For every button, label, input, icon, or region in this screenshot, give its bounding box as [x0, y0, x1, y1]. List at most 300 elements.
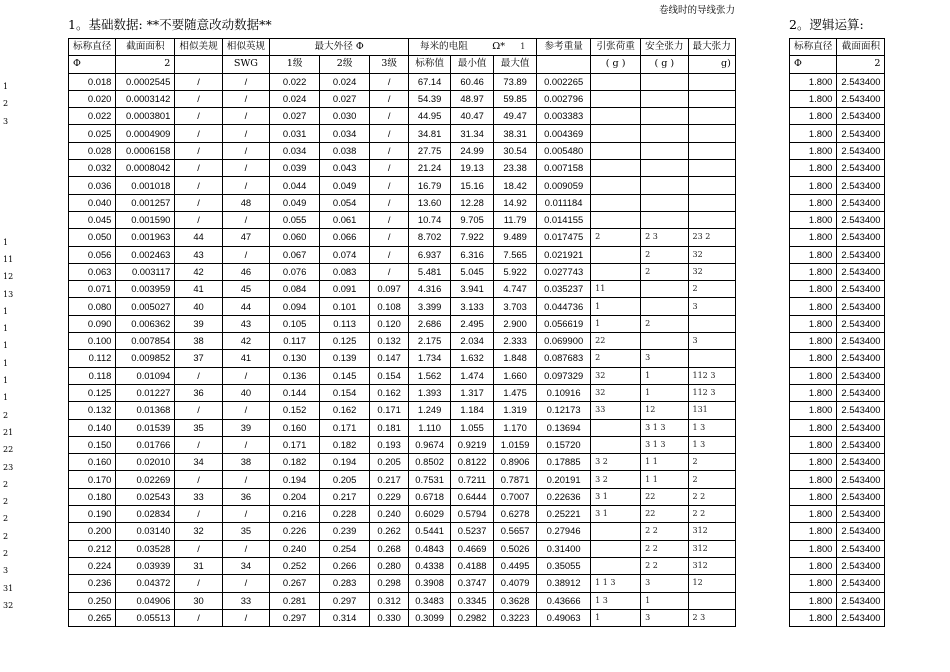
cell-us[interactable]: / — [175, 609, 222, 626]
cell-uk[interactable]: / — [222, 471, 269, 488]
cell-od1[interactable]: 0.171 — [270, 436, 320, 453]
cell-us[interactable]: 43 — [175, 246, 222, 263]
cell-od3[interactable]: / — [370, 160, 409, 177]
cell-area[interactable]: 0.009852 — [116, 350, 175, 367]
cell-res-nominal[interactable]: 1.249 — [409, 402, 451, 419]
cell-weight[interactable]: 0.009059 — [537, 177, 591, 194]
cell-max-tension[interactable] — [688, 73, 735, 90]
cell-us[interactable]: 36 — [175, 384, 222, 401]
cell-safe-tension[interactable] — [641, 125, 688, 142]
cell-breaking-load[interactable]: 1 — [591, 298, 641, 315]
cell-max-tension[interactable]: 312 — [688, 523, 735, 540]
cell-weight[interactable]: 0.15720 — [537, 436, 591, 453]
cell-res-min[interactable]: 5.045 — [451, 263, 494, 280]
cell-weight[interactable]: 0.43666 — [537, 592, 591, 609]
cell-res-nominal[interactable]: 6.937 — [409, 246, 451, 263]
logic-cell-diameter[interactable]: 1.800 — [790, 540, 837, 557]
cell-safe-tension[interactable]: 2 2 — [641, 540, 688, 557]
cell-max-tension[interactable] — [688, 592, 735, 609]
cell-res-min[interactable]: 6.316 — [451, 246, 494, 263]
logic-cell-diameter[interactable]: 1.800 — [790, 246, 837, 263]
sub-g1[interactable]: ( g ) — [591, 56, 641, 73]
logic-cell-diameter[interactable]: 1.800 — [790, 281, 837, 298]
cell-weight[interactable]: 0.005480 — [537, 142, 591, 159]
cell-res-nominal[interactable]: 21.24 — [409, 160, 451, 177]
cell-res-max[interactable]: 59.85 — [494, 90, 537, 107]
cell-res-min[interactable]: 0.4669 — [451, 540, 494, 557]
cell-breaking-load[interactable]: 3 2 — [591, 471, 641, 488]
cell-od2[interactable]: 0.205 — [320, 471, 370, 488]
cell-breaking-load[interactable]: 1 3 — [591, 592, 641, 609]
col-nominal-diameter[interactable]: 标称直径 — [69, 39, 116, 56]
cell-area[interactable]: 0.005027 — [116, 298, 175, 315]
cell-us[interactable]: / — [175, 471, 222, 488]
sub-empty[interactable] — [537, 56, 591, 73]
cell-od1[interactable]: 0.204 — [270, 488, 320, 505]
cell-uk[interactable]: / — [222, 575, 269, 592]
logic-cell-area[interactable]: 2.543400 — [837, 384, 885, 401]
logic-cell-area[interactable]: 2.543400 — [837, 263, 885, 280]
cell-res-min[interactable]: 0.3747 — [451, 575, 494, 592]
cell-diameter[interactable]: 0.170 — [69, 471, 116, 488]
cell-uk[interactable]: 45 — [222, 281, 269, 298]
cell-res-max[interactable]: 49.47 — [494, 108, 537, 125]
logic-cell-diameter[interactable]: 1.800 — [790, 194, 837, 211]
cell-us[interactable]: / — [175, 367, 222, 384]
cell-us[interactable]: / — [175, 90, 222, 107]
cell-od2[interactable]: 0.217 — [320, 488, 370, 505]
cell-max-tension[interactable] — [688, 108, 735, 125]
cell-res-min[interactable]: 0.2982 — [451, 609, 494, 626]
cell-od3[interactable]: 0.154 — [370, 367, 409, 384]
logic-cell-diameter[interactable]: 1.800 — [790, 125, 837, 142]
cell-od3[interactable]: 0.240 — [370, 506, 409, 523]
cell-res-max[interactable]: 1.0159 — [494, 436, 537, 453]
cell-od2[interactable]: 0.125 — [320, 333, 370, 350]
cell-uk[interactable]: 36 — [222, 488, 269, 505]
cell-uk[interactable]: 34 — [222, 557, 269, 574]
cell-breaking-load[interactable]: 1 — [591, 609, 641, 626]
cell-od2[interactable]: 0.091 — [320, 281, 370, 298]
cell-area[interactable]: 0.001590 — [116, 211, 175, 228]
cell-breaking-load[interactable] — [591, 160, 641, 177]
cell-od1[interactable]: 0.094 — [270, 298, 320, 315]
cell-res-nominal[interactable]: 10.74 — [409, 211, 451, 228]
cell-max-tension[interactable]: 32 — [688, 263, 735, 280]
cell-weight[interactable]: 0.056619 — [537, 315, 591, 332]
cell-od3[interactable]: / — [370, 246, 409, 263]
cell-breaking-load[interactable]: 3 1 — [591, 488, 641, 505]
cell-max-tension[interactable] — [688, 315, 735, 332]
cell-max-tension[interactable]: 112 3 — [688, 384, 735, 401]
cell-area[interactable]: 0.002463 — [116, 246, 175, 263]
cell-safe-tension[interactable] — [641, 73, 688, 90]
cell-res-nominal[interactable]: 0.5441 — [409, 523, 451, 540]
cell-od3[interactable]: 0.330 — [370, 609, 409, 626]
logic-cell-diameter[interactable]: 1.800 — [790, 350, 837, 367]
cell-od1[interactable]: 0.130 — [270, 350, 320, 367]
cell-safe-tension[interactable]: 22 — [641, 506, 688, 523]
cell-od2[interactable]: 0.314 — [320, 609, 370, 626]
sub-grade3[interactable]: 3级 — [370, 56, 409, 73]
cell-area[interactable]: 0.003117 — [116, 263, 175, 280]
cell-max-tension[interactable]: 312 — [688, 557, 735, 574]
logic-cell-area[interactable]: 2.543400 — [837, 471, 885, 488]
cell-od1[interactable]: 0.027 — [270, 108, 320, 125]
cell-max-tension[interactable] — [688, 160, 735, 177]
cell-breaking-load[interactable] — [591, 523, 641, 540]
logic-cell-area[interactable]: 2.543400 — [837, 436, 885, 453]
cell-breaking-load[interactable] — [591, 246, 641, 263]
cell-diameter[interactable]: 0.071 — [69, 281, 116, 298]
logic-cell-area[interactable]: 2.543400 — [837, 73, 885, 90]
cell-od3[interactable]: / — [370, 73, 409, 90]
cell-safe-tension[interactable]: 3 1 3 — [641, 419, 688, 436]
cell-uk[interactable]: 48 — [222, 194, 269, 211]
sub-phi[interactable]: Φ — [69, 56, 116, 73]
cell-weight[interactable]: 0.12173 — [537, 402, 591, 419]
cell-uk[interactable]: / — [222, 90, 269, 107]
cell-uk[interactable]: 46 — [222, 263, 269, 280]
cell-diameter[interactable]: 0.100 — [69, 333, 116, 350]
cell-diameter[interactable]: 0.132 — [69, 402, 116, 419]
cell-breaking-load[interactable] — [591, 557, 641, 574]
cell-breaking-load[interactable]: 3 2 — [591, 454, 641, 471]
cell-weight[interactable]: 0.027743 — [537, 263, 591, 280]
cell-od1[interactable]: 0.084 — [270, 281, 320, 298]
cell-res-nominal[interactable]: 1.110 — [409, 419, 451, 436]
cell-res-nominal[interactable]: 0.9674 — [409, 436, 451, 453]
cell-od1[interactable]: 0.216 — [270, 506, 320, 523]
cell-weight[interactable]: 0.35055 — [537, 557, 591, 574]
cell-us[interactable]: 32 — [175, 523, 222, 540]
cell-diameter[interactable]: 0.224 — [69, 557, 116, 574]
cell-weight[interactable]: 0.021921 — [537, 246, 591, 263]
cell-diameter[interactable]: 0.025 — [69, 125, 116, 142]
cell-breaking-load[interactable]: 32 — [591, 384, 641, 401]
cell-res-min[interactable]: 7.922 — [451, 229, 494, 246]
cell-od2[interactable]: 0.043 — [320, 160, 370, 177]
logic-cell-area[interactable]: 2.543400 — [837, 160, 885, 177]
cell-safe-tension[interactable] — [641, 281, 688, 298]
cell-od2[interactable]: 0.049 — [320, 177, 370, 194]
cell-res-min[interactable]: 0.5237 — [451, 523, 494, 540]
cell-od3[interactable]: 0.181 — [370, 419, 409, 436]
cell-uk[interactable]: 33 — [222, 592, 269, 609]
cell-safe-tension[interactable]: 1 1 — [641, 454, 688, 471]
logic-cell-area[interactable]: 2.543400 — [837, 298, 885, 315]
cell-res-nominal[interactable]: 16.79 — [409, 177, 451, 194]
logic-cell-diameter[interactable]: 1.800 — [790, 575, 837, 592]
logic-cell-diameter[interactable]: 1.800 — [790, 402, 837, 419]
cell-area[interactable]: 0.0002545 — [116, 73, 175, 90]
cell-uk[interactable]: 43 — [222, 315, 269, 332]
cell-res-max[interactable]: 2.900 — [494, 315, 537, 332]
cell-od1[interactable]: 0.144 — [270, 384, 320, 401]
cell-res-min[interactable]: 0.7211 — [451, 471, 494, 488]
cell-safe-tension[interactable]: 22 — [641, 488, 688, 505]
cell-area[interactable]: 0.01094 — [116, 367, 175, 384]
cell-res-max[interactable]: 11.79 — [494, 211, 537, 228]
cell-uk[interactable]: / — [222, 160, 269, 177]
cell-safe-tension[interactable]: 1 — [641, 384, 688, 401]
sub-empty[interactable] — [175, 56, 222, 73]
cell-od3[interactable]: 0.108 — [370, 298, 409, 315]
cell-weight[interactable]: 0.25221 — [537, 506, 591, 523]
cell-od2[interactable]: 0.254 — [320, 540, 370, 557]
cell-weight[interactable]: 0.002265 — [537, 73, 591, 90]
cell-uk[interactable]: / — [222, 108, 269, 125]
cell-res-min[interactable]: 0.8122 — [451, 454, 494, 471]
cell-od2[interactable]: 0.083 — [320, 263, 370, 280]
cell-od2[interactable]: 0.171 — [320, 419, 370, 436]
logic-cell-area[interactable]: 2.543400 — [837, 419, 885, 436]
cell-max-tension[interactable]: 2 3 — [688, 609, 735, 626]
cell-area[interactable]: 0.001018 — [116, 177, 175, 194]
logic-cell-diameter[interactable]: 1.800 — [790, 592, 837, 609]
col-breaking-load[interactable]: 引张荷重 — [591, 39, 641, 56]
cell-us[interactable]: / — [175, 194, 222, 211]
cell-us[interactable]: / — [175, 142, 222, 159]
sub-grade1[interactable]: 1级 — [270, 56, 320, 73]
cell-res-nominal[interactable]: 8.702 — [409, 229, 451, 246]
cell-us[interactable]: 40 — [175, 298, 222, 315]
cell-res-max[interactable]: 1.848 — [494, 350, 537, 367]
cell-weight[interactable]: 0.49063 — [537, 609, 591, 626]
cell-breaking-load[interactable] — [591, 211, 641, 228]
cell-res-nominal[interactable]: 0.3908 — [409, 575, 451, 592]
cell-res-nominal[interactable]: 0.4338 — [409, 557, 451, 574]
cell-res-min[interactable]: 9.705 — [451, 211, 494, 228]
cell-od1[interactable]: 0.160 — [270, 419, 320, 436]
cell-uk[interactable]: 41 — [222, 350, 269, 367]
col-max-outer-diameter[interactable]: 最大外径 Φ — [270, 39, 409, 56]
col-similar-us[interactable]: 相似美规 — [175, 39, 222, 56]
cell-max-tension[interactable]: 3 — [688, 333, 735, 350]
logic-cell-diameter[interactable]: 1.800 — [790, 211, 837, 228]
cell-safe-tension[interactable]: 2 2 — [641, 523, 688, 540]
cell-uk[interactable]: / — [222, 367, 269, 384]
cell-area[interactable]: 0.03528 — [116, 540, 175, 557]
cell-res-max[interactable]: 0.3628 — [494, 592, 537, 609]
cell-max-tension[interactable]: 312 — [688, 540, 735, 557]
cell-res-max[interactable]: 0.8906 — [494, 454, 537, 471]
cell-diameter[interactable]: 0.160 — [69, 454, 116, 471]
cell-us[interactable]: 39 — [175, 315, 222, 332]
cell-weight[interactable]: 0.087683 — [537, 350, 591, 367]
col-safe-tension[interactable]: 安全张力 — [641, 39, 688, 56]
cell-od1[interactable]: 0.055 — [270, 211, 320, 228]
cell-diameter[interactable]: 0.018 — [69, 73, 116, 90]
cell-weight[interactable]: 0.22636 — [537, 488, 591, 505]
logic-cell-area[interactable]: 2.543400 — [837, 125, 885, 142]
cell-uk[interactable]: / — [222, 436, 269, 453]
cell-res-max[interactable]: 0.3223 — [494, 609, 537, 626]
cell-area[interactable]: 0.006362 — [116, 315, 175, 332]
cell-od3[interactable]: / — [370, 108, 409, 125]
cell-od1[interactable]: 0.136 — [270, 367, 320, 384]
cell-diameter[interactable]: 0.150 — [69, 436, 116, 453]
cell-res-max[interactable]: 1.660 — [494, 367, 537, 384]
logic-cell-diameter[interactable]: 1.800 — [790, 108, 837, 125]
cell-od1[interactable]: 0.049 — [270, 194, 320, 211]
sub-area-exp[interactable]: 2 — [116, 56, 175, 73]
cell-od1[interactable]: 0.024 — [270, 90, 320, 107]
cell-diameter[interactable]: 0.050 — [69, 229, 116, 246]
cell-diameter[interactable]: 0.090 — [69, 315, 116, 332]
cell-area[interactable]: 0.01368 — [116, 402, 175, 419]
cell-diameter[interactable]: 0.045 — [69, 211, 116, 228]
cell-res-nominal[interactable]: 1.562 — [409, 367, 451, 384]
cell-od3[interactable]: / — [370, 211, 409, 228]
cell-breaking-load[interactable]: 2 — [591, 229, 641, 246]
cell-od2[interactable]: 0.182 — [320, 436, 370, 453]
cell-max-tension[interactable] — [688, 90, 735, 107]
cell-max-tension[interactable]: 32 — [688, 246, 735, 263]
cell-safe-tension[interactable] — [641, 211, 688, 228]
cell-diameter[interactable]: 0.250 — [69, 592, 116, 609]
cell-area[interactable]: 0.01766 — [116, 436, 175, 453]
logic-cell-diameter[interactable]: 1.800 — [790, 333, 837, 350]
cell-area[interactable]: 0.02010 — [116, 454, 175, 471]
cell-od2[interactable]: 0.038 — [320, 142, 370, 159]
cell-diameter[interactable]: 0.212 — [69, 540, 116, 557]
cell-weight[interactable]: 0.007158 — [537, 160, 591, 177]
cell-us[interactable]: 38 — [175, 333, 222, 350]
cell-od2[interactable]: 0.101 — [320, 298, 370, 315]
cell-res-min[interactable]: 19.13 — [451, 160, 494, 177]
cell-weight[interactable]: 0.003383 — [537, 108, 591, 125]
cell-res-nominal[interactable]: 67.14 — [409, 73, 451, 90]
sub-g3[interactable]: g) — [688, 56, 735, 73]
cell-diameter[interactable]: 0.036 — [69, 177, 116, 194]
cell-weight[interactable]: 0.097329 — [537, 367, 591, 384]
cell-us[interactable]: 34 — [175, 454, 222, 471]
cell-od1[interactable]: 0.031 — [270, 125, 320, 142]
cell-od1[interactable]: 0.182 — [270, 454, 320, 471]
sub-grade2[interactable]: 2级 — [320, 56, 370, 73]
cell-weight[interactable]: 0.38912 — [537, 575, 591, 592]
cell-od1[interactable]: 0.226 — [270, 523, 320, 540]
cell-diameter[interactable]: 0.125 — [69, 384, 116, 401]
cell-res-min[interactable]: 1.184 — [451, 402, 494, 419]
cell-od3[interactable]: 0.268 — [370, 540, 409, 557]
cell-uk[interactable]: / — [222, 506, 269, 523]
cell-od3[interactable]: 0.229 — [370, 488, 409, 505]
cell-weight[interactable]: 0.014155 — [537, 211, 591, 228]
cell-res-min[interactable]: 15.16 — [451, 177, 494, 194]
cell-uk[interactable]: 35 — [222, 523, 269, 540]
cell-od3[interactable]: 0.312 — [370, 592, 409, 609]
logic-cell-diameter[interactable]: 1.800 — [790, 229, 837, 246]
cell-uk[interactable]: 38 — [222, 454, 269, 471]
cell-uk[interactable]: / — [222, 211, 269, 228]
cell-uk[interactable]: 39 — [222, 419, 269, 436]
sub-nominal[interactable]: 标称值 — [409, 56, 451, 73]
cell-safe-tension[interactable]: 1 — [641, 592, 688, 609]
cell-od3[interactable]: 0.097 — [370, 281, 409, 298]
logic-col-diameter[interactable]: 标称直径 — [790, 39, 837, 56]
cell-res-nominal[interactable]: 1.734 — [409, 350, 451, 367]
cell-diameter[interactable]: 0.080 — [69, 298, 116, 315]
cell-diameter[interactable]: 0.056 — [69, 246, 116, 263]
cell-area[interactable]: 0.0003142 — [116, 90, 175, 107]
cell-breaking-load[interactable] — [591, 263, 641, 280]
logic-cell-diameter[interactable]: 1.800 — [790, 471, 837, 488]
cell-od3[interactable]: 0.298 — [370, 575, 409, 592]
cell-res-max[interactable]: 5.922 — [494, 263, 537, 280]
cell-uk[interactable]: 42 — [222, 333, 269, 350]
logic-cell-diameter[interactable]: 1.800 — [790, 436, 837, 453]
cell-safe-tension[interactable]: 2 — [641, 246, 688, 263]
cell-res-max[interactable]: 4.747 — [494, 281, 537, 298]
cell-od2[interactable]: 0.297 — [320, 592, 370, 609]
logic-col-area[interactable]: 截面面积 — [837, 39, 885, 56]
cell-safe-tension[interactable]: 3 — [641, 609, 688, 626]
cell-safe-tension[interactable]: 1 — [641, 367, 688, 384]
cell-res-nominal[interactable]: 0.3099 — [409, 609, 451, 626]
cell-od2[interactable]: 0.194 — [320, 454, 370, 471]
cell-us[interactable]: 33 — [175, 488, 222, 505]
cell-us[interactable]: 35 — [175, 419, 222, 436]
cell-uk[interactable]: / — [222, 609, 269, 626]
logic-cell-area[interactable]: 2.543400 — [837, 142, 885, 159]
cell-res-max[interactable]: 0.5026 — [494, 540, 537, 557]
cell-od1[interactable]: 0.067 — [270, 246, 320, 263]
cell-diameter[interactable]: 0.032 — [69, 160, 116, 177]
cell-diameter[interactable]: 0.063 — [69, 263, 116, 280]
cell-od1[interactable]: 0.281 — [270, 592, 320, 609]
cell-safe-tension[interactable]: 12 — [641, 402, 688, 419]
cell-diameter[interactable]: 0.190 — [69, 506, 116, 523]
col-reference-weight[interactable]: 参考重量 — [537, 39, 591, 56]
logic-cell-area[interactable]: 2.543400 — [837, 540, 885, 557]
cell-area[interactable]: 0.02543 — [116, 488, 175, 505]
cell-max-tension[interactable] — [688, 211, 735, 228]
cell-res-nominal[interactable]: 3.399 — [409, 298, 451, 315]
cell-breaking-load[interactable]: 22 — [591, 333, 641, 350]
cell-diameter[interactable]: 0.040 — [69, 194, 116, 211]
cell-us[interactable]: / — [175, 160, 222, 177]
cell-uk[interactable]: / — [222, 402, 269, 419]
cell-safe-tension[interactable] — [641, 108, 688, 125]
logic-cell-diameter[interactable]: 1.800 — [790, 73, 837, 90]
cell-res-min[interactable]: 24.99 — [451, 142, 494, 159]
cell-od3[interactable]: / — [370, 177, 409, 194]
cell-safe-tension[interactable] — [641, 177, 688, 194]
logic-cell-area[interactable]: 2.543400 — [837, 523, 885, 540]
cell-od2[interactable]: 0.030 — [320, 108, 370, 125]
cell-max-tension[interactable] — [688, 194, 735, 211]
col-similar-uk[interactable]: 相似英规 — [222, 39, 269, 56]
cell-area[interactable]: 0.05513 — [116, 609, 175, 626]
cell-res-max[interactable]: 0.7871 — [494, 471, 537, 488]
cell-us[interactable]: 30 — [175, 592, 222, 609]
cell-res-min[interactable]: 0.6444 — [451, 488, 494, 505]
sub-min[interactable]: 最小值 — [451, 56, 494, 73]
logic-cell-area[interactable]: 2.543400 — [837, 211, 885, 228]
logic-cell-area[interactable]: 2.543400 — [837, 315, 885, 332]
cell-diameter[interactable]: 0.140 — [69, 419, 116, 436]
cell-od1[interactable]: 0.267 — [270, 575, 320, 592]
cell-max-tension[interactable]: 112 3 — [688, 367, 735, 384]
logic-cell-area[interactable]: 2.543400 — [837, 367, 885, 384]
cell-od1[interactable]: 0.060 — [270, 229, 320, 246]
cell-od1[interactable]: 0.252 — [270, 557, 320, 574]
cell-breaking-load[interactable] — [591, 142, 641, 159]
logic-cell-area[interactable]: 2.543400 — [837, 402, 885, 419]
logic-cell-area[interactable]: 2.543400 — [837, 454, 885, 471]
